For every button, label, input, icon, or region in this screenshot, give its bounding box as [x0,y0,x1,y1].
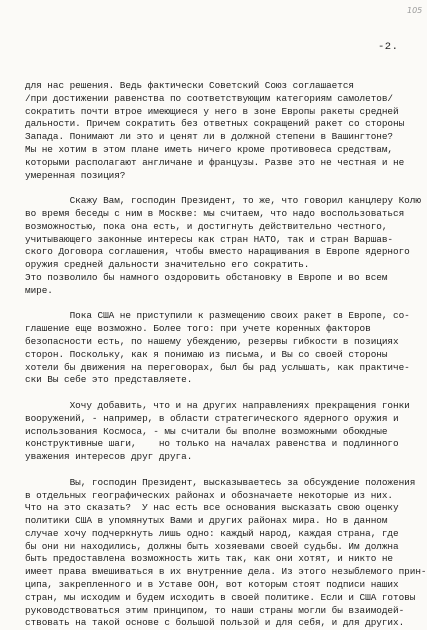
text-line: оружия средней дальности значительно его сократить. [25,259,310,271]
text-line: Вы, господин Президент, высказываетесь за обсуждение положения [25,476,416,488]
text-line: использования Космоса, - мы считали бы вполне возможными обоюдные [25,425,388,437]
text-line: уважения интересов друг друга. [25,451,193,463]
text-line: возможностью, пока она есть, и достигнуть действительно честного, [25,220,388,232]
text-line: которыми располагают англичане и французы. Разве это не честная и не [25,156,405,168]
text-line: Это позволило бы намного оздоровить обстановку в Европе и во всем [25,271,388,283]
text-line: глашение еще возможно. Более того: при учете коренных факторов [25,323,371,335]
paragraph [25,400,425,464]
text-line: вооружений, - например, в области стратегического ядерного оружия и [25,412,399,424]
text-line: дальности. Причем сократить без ответных сокращений ракет со стороны [25,118,405,130]
page-number: -2. [378,41,399,53]
text-line: стран, мы исходим и будем исходить в своей политике. Если и США готовы [25,591,416,603]
text-line: во время беседы с ним в Москве: мы считаем, что надо воспользоваться [25,207,405,219]
text-line: Хочу добавить, что и на других направлениях прекращения гонки [25,399,410,411]
text-line: хотели бы движения на переговорах, был бы рад услышать, как практиче- [25,361,410,373]
text-line: конструктивные шаги, но только на началах равенства и подлинного [25,438,399,450]
archive-number: 105 [407,6,423,15]
text-line: ципа, закрепленного и в Уставе ООН, вот которым стоят подписи наших [25,579,399,591]
letter-body [25,80,425,630]
text-line: бы они ни находились, должны быть хозяевами своей судьбы. Им должна [25,540,399,552]
text-line: сторон. Поскольку, как я понимаю из письма, и Вы со своей стороны [25,348,388,360]
text-line: для нас решения. Ведь фактически Советский Союз соглашается [25,80,354,91]
text-line: ски Вы себе это представляете. [25,374,193,386]
paragraph [25,477,425,630]
text-line: умеренная позиция? [25,169,126,181]
paragraph-gap [25,298,425,311]
paragraph [25,195,425,297]
text-line: в отдельных географических районах и обозначаете некоторые из них. [25,489,394,501]
text-line: политики США в упомянутых Вами и других районах мира. Но в данном [25,515,388,527]
text-line: имеет права вмешиваться в их внутренние дела. Из этого незыблемого прин- [25,566,427,578]
text-line: руководствоваться этим принципом, то наши страны могли бы взаимодей- [25,604,405,616]
text-line: ского Договора соглашения, чтобы вместо наращивания в Европе ядерного [25,246,410,258]
text-line: Мы не хотим в этом плане иметь ничего кроме противовеса средствам, [25,143,394,155]
paragraph-gap [25,464,425,477]
text-line: учитывающего законные интересы как стран НАТО, так и стран Варшав- [25,233,394,245]
paragraph-gap [25,387,425,400]
text-line: безопасности есть, по нашему убеждению, резервы гибкости в позициях [25,335,399,347]
text-line: сократить почти втрое имеющиеся у него в зоне Европы ракеты средней [25,105,399,117]
text-line: /при достижении равенства по соответствующим категориям самолетов/ [25,92,394,104]
paragraph-gap [25,182,425,195]
text-line: Запада. Понимают ли это и ценят ли в должной степени в Вашингтоне? [25,131,394,143]
text-line: мире. [25,284,53,296]
text-line: случае хочу подчеркнуть лишь одно: каждый народ, каждая страна, где [25,527,399,539]
text-line: Что на это сказать? У нас есть все основания высказать свою оценку [25,502,399,514]
paragraph [25,80,425,182]
text-line: ствовать на такой основе с большой пользой и для себя, и для других. [25,617,405,629]
text-line: Скажу Вам, господин Президент, то же, что говорил канцлеру Колю [25,195,421,207]
paragraph [25,310,425,387]
text-line: быть предоставлена возможность жить так, как они хотят, и никто не [25,553,394,565]
text-line: Пока США не приступили к размещению своих ракет в Европе, со- [25,310,410,322]
